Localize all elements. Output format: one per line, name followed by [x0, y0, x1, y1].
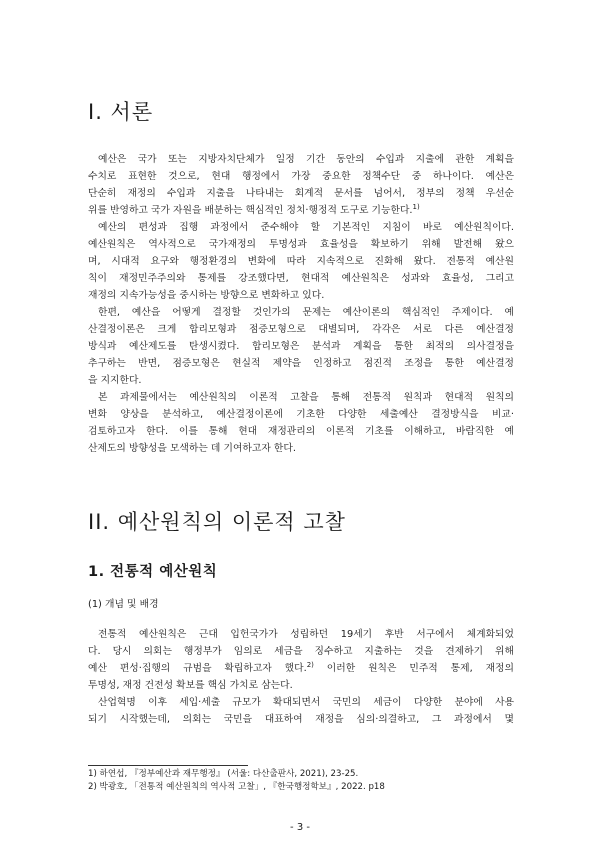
- text-line: 산업혁명 이후 세입·세출 규모가 확대되면서 국민의 세금이 다양한 분야에 사용: [98, 697, 514, 708]
- text-line: 방식과 예산제도를 탄생시켰다. 합리모형은 분석과 계획을 통한 최적의 의사결정을: [88, 341, 514, 353]
- text-line: 며, 시대적 요구와 행정환경의 변화에 따라 지속적으로 진화해 왔다. 전통적 예산원: [88, 256, 514, 268]
- page-number: - 3 -: [290, 822, 310, 833]
- text-line: 칙이 재정민주주의와 통제를 강조했다면, 현대적 예산원칙은 성과와 효율성, 그리고: [88, 273, 514, 285]
- text-line-tail: 이러한 원칙은 민주적 통제, 재정의: [313, 663, 514, 675]
- text-line: 한편, 예산을 어떻게 결정할 것인가의 문제는 예산이론의 핵심적인 주제이다. 예: [98, 307, 514, 318]
- text-line: 단순히 재정의 수입과 지출을 나타내는 회계적 문서를 넘어서, 정부의 정책 우선순: [88, 188, 514, 200]
- text-line: 본 과제물에서는 예산원칙의 이론적 고찰을 통해 전통적 원칙과 현대적 원칙의: [98, 392, 514, 403]
- text-line: 다. 당시 의회는 행정부가 임의로 세금을 징수하고 지출하는 것을 견제하기 위해: [88, 646, 514, 658]
- traditional-paragraph-1: [88, 626, 514, 694]
- text-line: [88, 660, 514, 677]
- intro-paragraph-2: [88, 219, 514, 304]
- text-line: 산결정이론은 크게 합리모형과 점증모형으로 대별되며, 각각은 서로 다른 예산결정: [88, 324, 514, 336]
- text-line: 변화 양상을 분석하고, 예산결정이론에 기초한 다양한 세출예산 결정방식을 비교·: [88, 409, 514, 421]
- intro-paragraph-4: [88, 389, 514, 457]
- section-heading-budget-principles: II. 예산원칙의 이론적 고찰: [88, 510, 346, 534]
- intro-paragraph-1: [88, 151, 514, 219]
- text-line: 예산원칙은 역사적으로 국가재정의 투명성과 효율성을 확보하기 위해 발전해 왔으: [88, 239, 514, 251]
- footnote-ref-1: 1): [412, 203, 420, 212]
- text-line: 예산의 편성과 집행 과정에서 준수해야 할 기본적인 지침이 바로 예산원칙이다.: [98, 222, 514, 233]
- subsection-heading: 1. 전통적 예산원칙: [88, 564, 218, 580]
- text-line: 재정의 지속가능성을 중시하는 방향으로 변화하고 있다.: [88, 290, 325, 302]
- text-line: 수치로 표현한 것으로, 현대 행정에서 가장 중요한 정책수단 중 하나이다. 예산은: [88, 171, 514, 183]
- text-line: 추구하는 반면, 점증모형은 현실적 제약을 인정하고 점진적 조정을 통한 예산결정: [88, 358, 514, 370]
- text-line: 되기 시작했는데, 의회는 국민을 대표하여 재정을 심의·의결하고, 그 과정에서 몇: [88, 714, 514, 726]
- text-line: 예산은 국가 또는 지방자치단체가 일정 기간 동안의 수입과 지출에 관한 계획을: [98, 154, 514, 165]
- text-line: 검토하고자 한다. 이를 통해 현대 재정관리의 이론적 기초를 이해하고, 바람직한 예: [88, 426, 514, 438]
- footnote-1: 1) 하연섭, 『정부예산과 재무행정』 (서울: 다산출판사, 2021), 23-25.: [88, 769, 359, 779]
- text-line: [88, 202, 514, 219]
- text-line: 투명성, 재정 건전성 확보를 핵심 가치로 삼는다.: [88, 680, 293, 692]
- text-line-content: 위를 반영하고 국가 자원을 배분하는 핵심적인 정치·행정적 도구로 기능한다.: [88, 205, 413, 217]
- traditional-paragraph-2: [88, 694, 514, 728]
- footnote-2: 2) 박광호, 「전통적 예산원칙의 역사적 고찰」, 『한국행정학보』, 2022. p18: [88, 782, 385, 792]
- footnote-ref-2: 2): [306, 661, 314, 670]
- item-heading: (1) 개념 및 배경: [88, 599, 159, 610]
- text-line: 을 지지한다.: [88, 375, 142, 387]
- text-line-content: 예산 편성·집행의 규범을 확립하고자 했다.: [88, 663, 307, 675]
- footnote-divider: [88, 765, 248, 766]
- text-line: 전통적 예산원칙은 근대 입헌국가가 성립하던 19세기 후반 서구에서 체계화되었: [98, 629, 514, 640]
- text-line: 산제도의 방향성을 모색하는 데 기여하고자 한다.: [88, 443, 296, 455]
- section-heading-introduction: I. 서론: [88, 100, 154, 124]
- intro-paragraph-3: [88, 304, 514, 389]
